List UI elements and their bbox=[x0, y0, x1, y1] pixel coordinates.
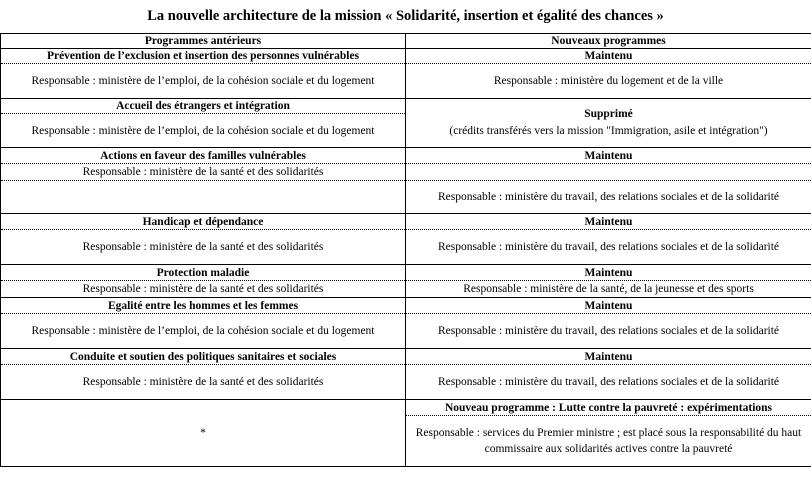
new-programme-status: Maintenu bbox=[406, 349, 811, 365]
new-programme-responsible: Responsable : ministère du travail, des relations sociales et de la solidarité bbox=[406, 230, 811, 265]
previous-programme-responsible: Responsable : ministère de l’emploi, de la cohésion sociale et du logement bbox=[1, 114, 406, 148]
new-programme-responsible: Responsable : ministère du travail, des relations sociales et de la solidarité bbox=[406, 181, 811, 214]
empty-cell bbox=[1, 181, 406, 214]
new-programme-status: Maintenu bbox=[406, 49, 811, 64]
previous-programme-responsible: Responsable : ministère de la santé et des solidarités bbox=[1, 281, 406, 298]
new-programme-status: Supprimé bbox=[584, 108, 633, 120]
new-programme-status: Maintenu bbox=[406, 265, 811, 281]
previous-programme-title: Protection maladie bbox=[1, 265, 406, 281]
previous-programme-title: Handicap et dépendance bbox=[1, 214, 406, 230]
previous-programme-responsible: Responsable : ministère de la santé et des solidarités bbox=[1, 230, 406, 265]
previous-programme-title: Accueil des étrangers et intégration bbox=[1, 99, 406, 114]
new-programme-responsible: Responsable : services du Premier ministre ; est placé sous la responsabilité du haut commissaire aux solidarités actives contre la pauvreté bbox=[406, 416, 811, 467]
previous-programme-responsible: Responsable : ministère de l’emploi, de la cohésion sociale et du logement bbox=[1, 314, 406, 349]
new-programme-status: Nouveau programme : Lutte contre la pauvreté : expérimentations bbox=[406, 400, 811, 416]
header-new-programmes: Nouveaux programmes bbox=[406, 34, 811, 49]
document-title: La nouvelle architecture de la mission « Solidarité, insertion et égalité des chances » bbox=[147, 8, 664, 24]
new-programme-responsible: Responsable : ministère de la santé, de la jeunesse et des sports bbox=[406, 281, 811, 298]
new-programme-responsible: Responsable : ministère du logement et de la ville bbox=[406, 64, 811, 99]
new-programme-responsible: Responsable : ministère du travail, des relations sociales et de la solidarité bbox=[406, 365, 811, 400]
previous-programme-title: Actions en faveur des familles vulnérables bbox=[1, 148, 406, 164]
previous-programme-responsible: Responsable : ministère de l’emploi, de la cohésion sociale et du logement bbox=[1, 64, 406, 99]
new-programme-status: Maintenu bbox=[406, 148, 811, 164]
previous-programme-title: Prévention de l’exclusion et insertion des personnes vulnérables bbox=[1, 49, 406, 64]
new-programme-note: (crédits transférés vers la mission "Immigration, asile et intégration") bbox=[449, 125, 768, 137]
new-programme-status: Maintenu bbox=[406, 298, 811, 314]
no-previous-programme-marker: * bbox=[1, 400, 406, 467]
previous-programme-title: Egalité entre les hommes et les femmes bbox=[1, 298, 406, 314]
previous-programme-title: Conduite et soutien des politiques sanitaires et sociales bbox=[1, 349, 406, 365]
header-previous-programmes: Programmes antérieurs bbox=[1, 34, 406, 49]
new-programme-responsible: Responsable : ministère du travail, des relations sociales et de la solidarité bbox=[406, 314, 811, 349]
new-programme-status: Maintenu bbox=[406, 214, 811, 230]
programmes-table bbox=[0, 33, 811, 467]
previous-programme-responsible: Responsable : ministère de la santé et des solidarités bbox=[1, 365, 406, 400]
empty-cell bbox=[406, 164, 811, 181]
previous-programme-responsible: Responsable : ministère de la santé et des solidarités bbox=[1, 164, 406, 181]
